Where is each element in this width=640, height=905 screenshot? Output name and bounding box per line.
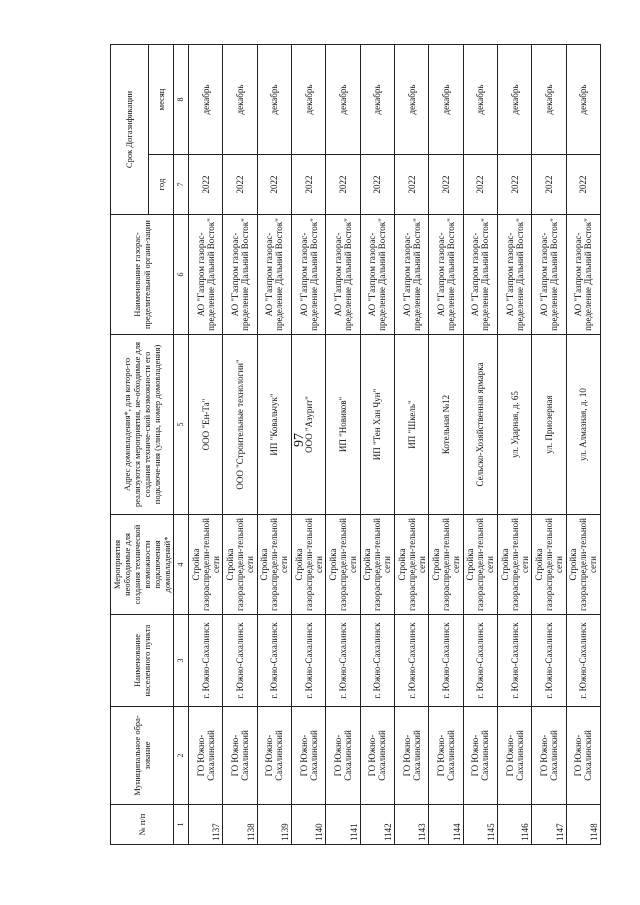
organization-cell: АО "Газпром газорас-пределение Дальний Восток" [189, 215, 223, 335]
row-number: 1145 [463, 805, 497, 845]
column-number: 5 [174, 335, 189, 515]
column-number: 7 [174, 155, 189, 215]
row-number: 1142 [360, 805, 394, 845]
month-cell: декабрь [189, 45, 223, 155]
table-row [497, 45, 531, 845]
header-organization: Наименование газорас-пределительной органи-зации [111, 215, 174, 335]
row-number: 1148 [566, 805, 600, 845]
row-number: 1147 [532, 805, 566, 845]
table-row [291, 45, 325, 845]
municipality-cell: ГО Южно-Сахалинский [463, 707, 497, 805]
settlement-cell: г. Южно-Сахалинск [223, 615, 257, 707]
column-number: 3 [174, 615, 189, 707]
table-row [463, 45, 497, 845]
municipality-cell: ГО Южно-Сахалинский [429, 707, 463, 805]
table-row [189, 45, 223, 845]
header-year: год [148, 155, 173, 215]
settlement-cell: г. Южно-Сахалинск [429, 615, 463, 707]
municipality-cell: ГО Южно-Сахалинский [532, 707, 566, 805]
header-measures: Мероприятия необходимые для создания технической возможности подключения домовладений* [111, 515, 174, 615]
organization-cell: АО "Газпром газорас-пределение Дальний Восток" [566, 215, 600, 335]
year-cell: 2022 [223, 155, 257, 215]
table-row [326, 45, 360, 845]
table-row [566, 45, 600, 845]
organization-cell: АО "Газпром газорас-пределение Дальний Восток" [497, 215, 531, 335]
municipality-cell: ГО Южно-Сахалинский [326, 707, 360, 805]
row-number: 1143 [394, 805, 428, 845]
organization-cell: АО "Газпром газорас-пределение Дальний Восток" [326, 215, 360, 335]
measure-cell: Стройка газораспредели-тельной сети [394, 515, 428, 615]
municipality-cell: ГО Южно-Сахалинский [291, 707, 325, 805]
address-cell: Сельско-Хозяйственная ярмарка [463, 335, 497, 515]
month-cell: декабрь [291, 45, 325, 155]
header-address: Адрес домовладения*, для которо-го реализуются мероприятия, не-обходимые для создания техниче-ской возможности его подключе-ния (улица, номер домовладения) [111, 335, 174, 515]
month-cell: декабрь [532, 45, 566, 155]
organization-cell: АО "Газпром газорас-пределение Дальний Восток" [429, 215, 463, 335]
year-cell: 2022 [189, 155, 223, 215]
row-number: 1138 [223, 805, 257, 845]
table-row [223, 45, 257, 845]
measure-cell: Стройка газораспредели-тельной сети [463, 515, 497, 615]
municipality-cell: ГО Южно-Сахалинский [189, 707, 223, 805]
measure-cell: Стройка газораспредели-тельной сети [291, 515, 325, 615]
address-cell: ИП "Тен Хан Чун" [360, 335, 394, 515]
header-deadline: Срок Догазификации [111, 45, 149, 215]
header-settlement: Наименование населенного пункта [111, 615, 174, 707]
organization-cell: АО "Газпром газорас-пределение Дальний Восток" [394, 215, 428, 335]
row-number: 1140 [291, 805, 325, 845]
address-cell: Котельная №12 [429, 335, 463, 515]
table-row [257, 45, 291, 845]
municipality-cell: ГО Южно-Сахалинский [223, 707, 257, 805]
table-row [429, 45, 463, 845]
year-cell: 2022 [429, 155, 463, 215]
row-number: 1137 [189, 805, 223, 845]
column-number: 1 [174, 805, 189, 845]
measure-cell: Стройка газораспредели-тельной сети [566, 515, 600, 615]
address-cell: ул. Приозерная [532, 335, 566, 515]
column-number: 2 [174, 707, 189, 805]
month-cell: декабрь [566, 45, 600, 155]
municipality-cell: ГО Южно-Сахалинский [566, 707, 600, 805]
month-cell: декабрь [223, 45, 257, 155]
column-number-row [174, 45, 189, 845]
year-cell: 2022 [326, 155, 360, 215]
organization-cell: АО "Газпром газорас-пределение Дальний Восток" [257, 215, 291, 335]
header-num: № п/п [111, 805, 174, 845]
header-month: месяц [148, 45, 173, 155]
measure-cell: Стройка газораспредели-тельной сети [532, 515, 566, 615]
column-number: 4 [174, 515, 189, 615]
measure-cell: Стройка газораспредели-тельной сети [257, 515, 291, 615]
year-cell: 2022 [532, 155, 566, 215]
settlement-cell: г. Южно-Сахалинск [326, 615, 360, 707]
month-cell: декабрь [326, 45, 360, 155]
month-cell: декабрь [497, 45, 531, 155]
settlement-cell: г. Южно-Сахалинск [463, 615, 497, 707]
measure-cell: Стройка газораспредели-тельной сети [326, 515, 360, 615]
year-cell: 2022 [463, 155, 497, 215]
address-cell: ИП "Ковальчук" [257, 335, 291, 515]
table-row [532, 45, 566, 845]
organization-cell: АО "Газпром газорас-пределение Дальний Восток" [360, 215, 394, 335]
month-cell: декабрь [429, 45, 463, 155]
settlement-cell: г. Южно-Сахалинск [257, 615, 291, 707]
month-cell: декабрь [394, 45, 428, 155]
month-cell: декабрь [463, 45, 497, 155]
organization-cell: АО "Газпром газорас-пределение Дальний Восток" [223, 215, 257, 335]
month-cell: декабрь [360, 45, 394, 155]
year-cell: 2022 [360, 155, 394, 215]
address-cell: ИП "Новиков" [326, 335, 360, 515]
year-cell: 2022 [291, 155, 325, 215]
measure-cell: Стройка газораспредели-тельной сети [223, 515, 257, 615]
settlement-cell: г. Южно-Сахалинск [189, 615, 223, 707]
column-number: 8 [174, 45, 189, 155]
address-cell: ООО "Ен-Та" [189, 335, 223, 515]
address-cell: ООО "Строительные технологии" [223, 335, 257, 515]
year-cell: 2022 [566, 155, 600, 215]
table-row [394, 45, 428, 845]
organization-cell: АО "Газпром газорас-пределение Дальний Восток" [463, 215, 497, 335]
address-cell: ул. Ударная, д. 65 [497, 335, 531, 515]
year-cell: 2022 [497, 155, 531, 215]
measure-cell: Стройка газораспредели-тельной сети [497, 515, 531, 615]
year-cell: 2022 [257, 155, 291, 215]
row-number: 1139 [257, 805, 291, 845]
month-cell: декабрь [257, 45, 291, 155]
measure-cell: Стройка газораспредели-тельной сети [189, 515, 223, 615]
page-number: 97 [292, 433, 307, 447]
municipality-cell: ГО Южно-Сахалинский [360, 707, 394, 805]
gasification-table [110, 44, 601, 845]
header-row [111, 45, 149, 845]
settlement-cell: г. Южно-Сахалинск [566, 615, 600, 707]
row-number: 1146 [497, 805, 531, 845]
settlement-cell: г. Южно-Сахалинск [532, 615, 566, 707]
measure-cell: Стройка газораспредели-тельной сети [360, 515, 394, 615]
address-cell: ИП "Шкель" [394, 335, 428, 515]
row-number: 1141 [326, 805, 360, 845]
settlement-cell: г. Южно-Сахалинск [394, 615, 428, 707]
municipality-cell: ГО Южно-Сахалинский [257, 707, 291, 805]
organization-cell: АО "Газпром газорас-пределение Дальний Восток" [291, 215, 325, 335]
measure-cell: Стройка газораспредели-тельной сети [429, 515, 463, 615]
municipality-cell: ГО Южно-Сахалинский [394, 707, 428, 805]
column-number: 6 [174, 215, 189, 335]
settlement-cell: г. Южно-Сахалинск [291, 615, 325, 707]
settlement-cell: г. Южно-Сахалинск [360, 615, 394, 707]
municipality-cell: ГО Южно-Сахалинский [497, 707, 531, 805]
table-row [360, 45, 394, 845]
settlement-cell: г. Южно-Сахалинск [497, 615, 531, 707]
address-cell: ООО "Азурит" [291, 335, 325, 515]
table-body [189, 45, 601, 845]
year-cell: 2022 [394, 155, 428, 215]
organization-cell: АО "Газпром газорас-пределение Дальний Восток" [532, 215, 566, 335]
rotated-table-container [110, 45, 599, 845]
header-municipality: Муниципальное обра-зование [111, 707, 174, 805]
row-number: 1144 [429, 805, 463, 845]
address-cell: ул. Алмазная, д. 10 [566, 335, 600, 515]
